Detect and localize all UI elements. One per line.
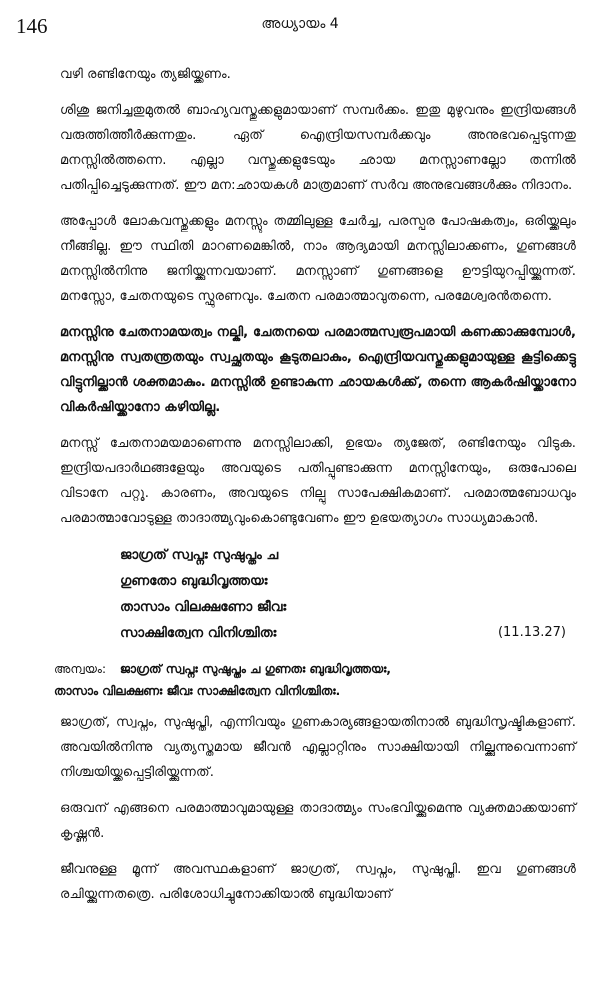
sanskrit-verse: [120, 542, 576, 646]
page-header: [0, 10, 600, 40]
anvaya-text-1: ജാഗ്രത് സ്വപ്നഃ സുഷുപ്തം ച ഗുണതഃ ബുദ്ധിവൃത്തയഃ,: [119, 662, 391, 676]
paragraph-4-bold: മനസ്സിനു ചേതനാമയത്വം നല്കി, ചേതനയെ പരമാത്മസ്വരൂപമായി കണക്കാക്കുമ്പോൾ, മനസ്സിനു സ്വതന്ത്രതയും സ്വച്ഛതയും കൂടുതലാകും, ഐന്ദ്രിയവസ്തുക്കളുമായുള്ള കൂട്ടിക്കെട്ടു വിട്ടുനില്ക്കാൻ ശക്തമാകും. മനസ്സിൽ ഉണ്ടാകുന്ന ഛായകൾക്ക്, തന്നെ ആകർഷിയ്ക്കാനോ വികർഷിയ്ക്കാനോ കഴിയില്ല.: [60, 325, 576, 415]
page-body: [54, 62, 576, 918]
paragraph-2: ശിശു ജനിച്ചതുമുതൽ ബാഹ്യവസ്തുക്കളുമായാണ് സമ്പർക്കം. ഇതു മുഴുവനും ഇന്ദ്രിയങ്ങൾ വരുത്തിത്തീർക്കുന്നതും. ഏത് ഐന്ദ്രിയസമ്പർക്കവും അനുഭവപ്പെടുന്നതു മനസ്സിൽത്തന്നെ. എല്ലാ വസ്തുക്കളുടേയും ഛായ മനസ്സാണല്ലോ തന്നിൽ പതിപ്പിച്ചെടുക്കുന്നത്. ഈ മന:ഛായകൾ മാത്രമാണ് സർവ അനുഭവങ്ങൾക്കും നിദാനം.: [60, 103, 576, 193]
anvaya-label: അന്വയം:: [54, 662, 106, 676]
paragraph-8: ജീവനുള്ള മൂന്ന് അവസ്ഥകളാണ് ജാഗ്രത്, സ്വപ്നം, സുഷുപ്തി. ഇവ ഗുണങ്ങൾ രചിയ്ക്കുന്നതത്രെ. പരിശോധിച്ചുനോക്കിയാൽ ബുദ്ധിയാണ്: [60, 862, 576, 902]
anvaya-line-1: [54, 658, 564, 680]
paragraph-3: അപ്പോൾ ലോകവസ്തുക്കളും മനസ്സും തമ്മിലുള്ള ചേർച്ച, പരസ്പര പോഷകത്വം, ഒരിയ്ക്കലും നീങ്ങില്ല. ഈ സ്ഥിതി മാറണമെങ്കിൽ, നാം ആദ്യമായി മനസ്സിലാക്കണം, ഗുണങ്ങൾ മനസ്സിൽനിന്നു ജനിയ്ക്കുന്നവയാണ്. മനസ്സാണ് ഗുണങ്ങളെ ഊട്ടിയുറപ്പിയ്ക്കുന്നത്. മനസ്സോ, ചേതനയുടെ സ്ഫുരണവും. ചേതന പരമാത്മാവുതന്നെ, പരമേശ്വരൻതന്നെ.: [60, 214, 576, 304]
paragraph-5: മനസ്സ് ചേതനാമയമാണെന്നു മനസ്സിലാക്കി, ഉഭയം ത്യജേത്, രണ്ടിനേയും വിടുക. ഇന്ദ്രിയപദാർഥങ്ങളേയും അവയുടെ പതിപ്പുണ്ടാക്കുന്ന മനസ്സിനേയും, ഒരുപോലെ വിടാനേ പറ്റൂ. കാരണം, അവയുടെ നില്പു സാപേക്ഷികമാണ്. പരമാത്മബോധവും പരമാത്മാവോടുള്ള താദാത്മ്യവുംകൊണ്ടുവേണം ഈ ഉഭയത്യാഗം സാധ്യമാകാൻ.: [60, 436, 576, 526]
paragraph-7: ഒരുവന് എങ്ങനെ പരമാത്മാവുമായുള്ള താദാത്മ്യം സംഭവിയ്ക്കുമെന്നു വ്യക്തമാക്കയാണ് കൃഷ്ണൻ.: [60, 801, 576, 841]
verse-line-4: [120, 620, 576, 646]
page-number: 146: [16, 14, 48, 38]
verse-line-1: ജാഗ്രത് സ്വപ്നഃ സുഷുപ്തം ച: [120, 547, 279, 563]
anvaya-text-2: താസാം വിലക്ഷണഃ ജീവഃ സാക്ഷിത്വേന വിനിശ്ചിതഃ.: [54, 684, 341, 698]
chapter-title: അധ്യായം 4: [261, 16, 339, 32]
verse-reference: (11.13.27): [497, 625, 566, 640]
paragraph-1: വഴി രണ്ടിനേയും ത്യജിയ്ക്കണം.: [60, 67, 231, 82]
verse-line-4-text: സാക്ഷിത്വേന വിനിശ്ചിതഃ: [120, 625, 277, 641]
verse-line-2: ഗുണതോ ബുദ്ധിവൃത്തയഃ: [120, 573, 268, 589]
anvaya-block: [54, 658, 564, 702]
verse-line-3: താസാം വിലക്ഷണോ ജീവഃ: [120, 599, 287, 615]
paragraph-6: ജാഗ്രത്, സ്വപ്നം, സുഷുപ്തി, എന്നിവയും ഗുണകാര്യങ്ങളായതിനാൽ ബുദ്ധിസൃഷ്ടികളാണ്. അവയിൽനിന്നു വ്യത്യസ്തമായ ജീവൻ എല്ലാറ്റിനും സാക്ഷിയായി നില്ക്കുന്നുവെന്നാണ് നിശ്ചയിയ്ക്കപ്പെട്ടിരിയ്ക്കുന്നത്.: [60, 715, 576, 780]
